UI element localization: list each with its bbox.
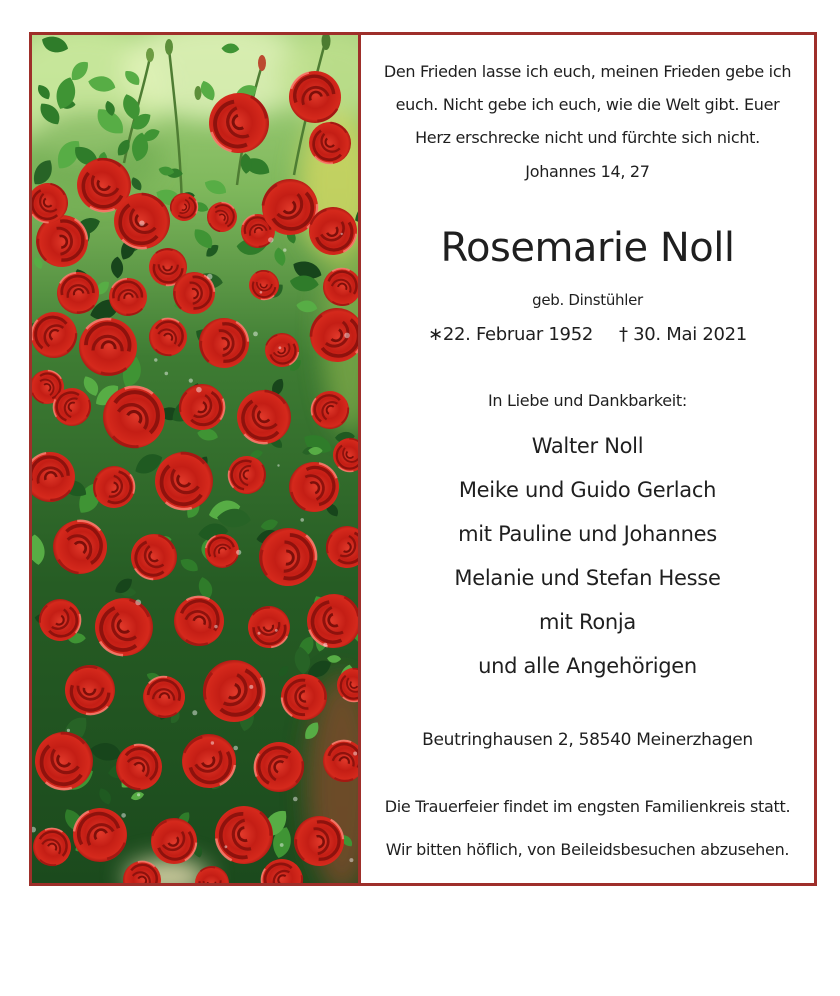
memorial-card <box>29 32 817 886</box>
dew-glint <box>207 274 213 280</box>
death-date: † 30. Mai 2021 <box>619 324 747 345</box>
dew-glint <box>189 379 193 383</box>
dew-glint <box>344 333 350 339</box>
dew-glint <box>279 346 282 349</box>
dew-glint <box>258 632 261 635</box>
mourners-list <box>361 424 814 688</box>
tribute-intro: In Liebe und Dankbarkeit: <box>488 391 687 410</box>
dew-glint <box>214 625 217 628</box>
dew-glint <box>283 248 286 251</box>
dew-glint <box>165 372 169 376</box>
dew-glint <box>300 518 304 522</box>
dew-glint <box>253 332 258 337</box>
dew-glint <box>323 643 327 647</box>
scripture-verse <box>361 55 814 188</box>
dew-glint <box>139 221 144 226</box>
dew-glint <box>249 685 253 689</box>
dew-glint <box>211 741 214 744</box>
verse-line: euch. Nicht gebe ich euch, wie die Welt gibt. Euer <box>395 95 780 114</box>
funeral-notice <box>361 785 814 871</box>
dew-glint <box>275 629 278 632</box>
verse-source: Johannes 14, 27 <box>525 162 650 181</box>
dew-glint <box>280 843 284 847</box>
text-panel <box>361 35 814 883</box>
dew-glint <box>154 358 157 361</box>
family-address: Beutringhausen 2, 58540 Meinerzhagen <box>422 730 753 750</box>
rose-bush-photo <box>32 35 358 883</box>
dew-glint <box>353 752 357 756</box>
mourner-name: Meike und Guido Gerlach <box>458 478 717 502</box>
deceased-name: Rosemarie Noll <box>440 225 735 271</box>
dew-glint <box>349 858 353 862</box>
rose-shape <box>289 462 339 512</box>
dew-glint <box>67 729 70 732</box>
verse-line: Den Frieden lasse ich euch, meinen Frieden gebe ich <box>383 62 792 81</box>
dew-glint <box>268 237 273 242</box>
dew-glint <box>121 813 126 818</box>
dew-glint <box>196 387 202 393</box>
dew-glint <box>260 291 263 294</box>
notice-line: Wir bitten höflich, von Beileidsbesuchen abzusehen. <box>385 840 790 859</box>
dew-glint <box>137 793 140 796</box>
mourner-name: mit Pauline und Johannes <box>458 522 717 546</box>
dew-glint <box>277 464 279 466</box>
mourner-name: Melanie und Stefan Hesse <box>454 566 721 590</box>
dew-glint <box>341 233 343 235</box>
dew-glint <box>236 550 241 555</box>
mourner-name: mit Ronja <box>538 610 636 634</box>
mourner-name: Walter Noll <box>531 434 644 458</box>
verse-line: Herz erschrecke nicht und fürchte sich nicht. <box>415 128 760 147</box>
birth-date: ∗22. Februar 1952 <box>428 324 593 345</box>
dew-glint <box>192 710 197 715</box>
notice-line: Die Trauerfeier findet im engsten Familienkreis statt. <box>384 797 791 816</box>
dew-glint <box>225 845 228 848</box>
dew-glint <box>293 797 298 802</box>
photo-panel <box>32 35 361 883</box>
dew-glint <box>135 600 141 606</box>
life-dates <box>361 322 814 348</box>
mourner-name: und alle Angehörigen <box>478 654 697 678</box>
dew-glint <box>233 746 238 751</box>
maiden-name: geb. Dinstühler <box>532 291 643 309</box>
